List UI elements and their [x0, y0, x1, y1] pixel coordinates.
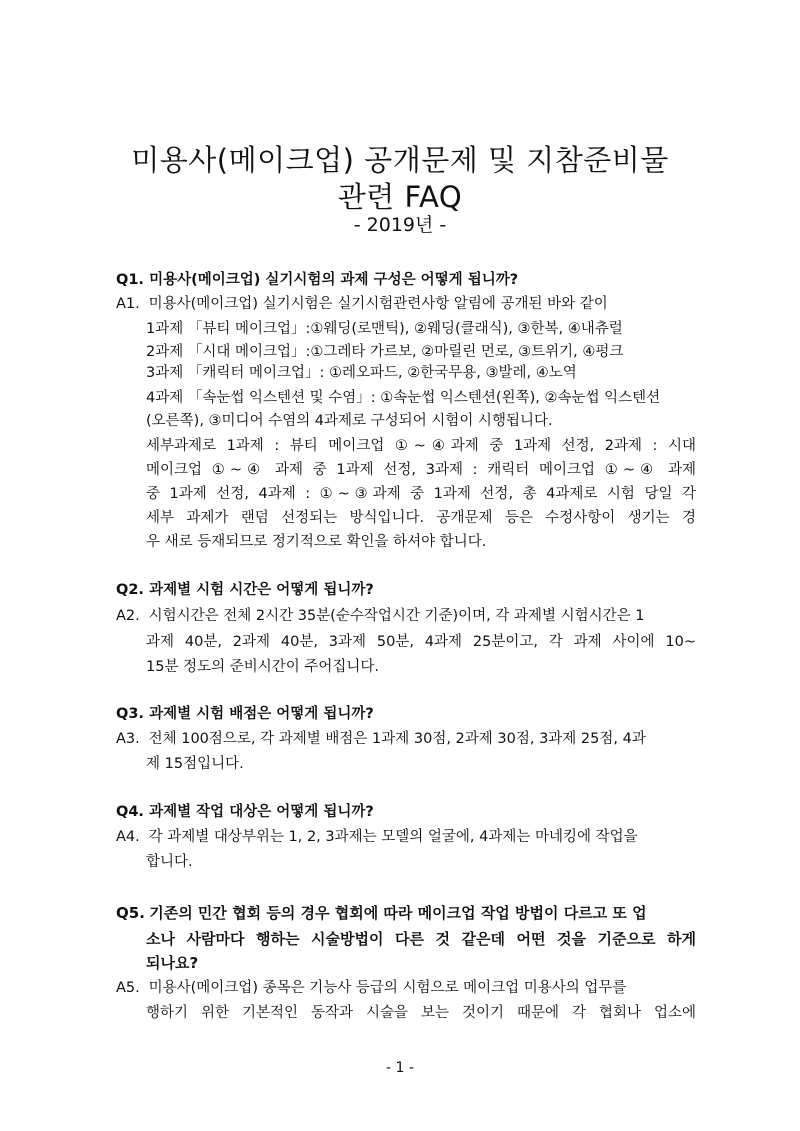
question-text: 과제별 시험 시간은 어떻게 됩니까?	[149, 582, 374, 598]
page-subtitle: - 2019년 -	[353, 214, 447, 236]
answer-text: 각 과제별 대상부위는 1, 2, 3과제는 모델의 얼굴에, 4과제는 마네킹에 작업을	[148, 829, 638, 845]
faq-answer-1-line: 우 새로 등재되므로 정기적으로 확인을 하셔야 합니다.	[146, 534, 487, 550]
question-label: Q4.	[116, 804, 144, 820]
faq-question-1	[116, 268, 696, 289]
page-title: 미용사(메이크업) 공개문제 및 지참준비물	[131, 143, 669, 177]
faq-answer-1-line: 메이크업 ①~④ 과제 중 1과제 선정, 3과제 : 캐릭터 메이크업 ①~④ 과제	[146, 462, 696, 478]
faq-answer-3-line: 제 15점입니다.	[146, 756, 244, 772]
answer-text: 미용사(메이크업) 실기시험은 실기시험관련사항 알림에 공개된 바와 같이	[148, 296, 608, 312]
faq-question-4	[116, 800, 696, 821]
faq-answer-1-line: 2과제 「시대 메이크업」:①그레타 가르보, ②마릴린 먼로, ③트위기, ④펑크	[146, 344, 624, 360]
faq-answer-4-line	[116, 825, 638, 846]
answer-label: A3.	[116, 731, 140, 747]
question-label: Q3.	[116, 706, 144, 722]
faq-answer-1-line: 중 1과제 선정, 4과제 : ①~③과제 중 1과제 선정, 총 4과제로 시험 당일 각	[146, 486, 696, 502]
answer-label: A2.	[116, 608, 140, 624]
answer-text: 시험시간은 전체 2시간 35분(순수작업시간 기준)이며, 각 과제별 시험시간은 1	[148, 608, 645, 624]
faq-answer-5-line	[116, 976, 626, 997]
faq-question-2	[116, 578, 696, 599]
page-title-line-2: 관련 FAQ	[337, 180, 463, 214]
faq-answer-1-line	[116, 292, 608, 313]
question-label: Q2.	[116, 582, 144, 598]
faq-answer-1-line: 3과제 「캐릭터 메이크업」: ①레오파드, ②한국무용, ③발레, ④노역	[146, 365, 577, 381]
answer-label: A4.	[116, 829, 140, 845]
answer-text: 전체 100점으로, 각 과제별 배점은 1과제 30점, 2과제 30점, 3과제 25점, 4과	[148, 731, 646, 747]
faq-answer-1-line: 1과제 「뷰티 메이크업」:①웨딩(로맨틱), ②웨딩(클래식), ③한복, ④내츄럴	[146, 321, 623, 337]
faq-question-5	[116, 902, 647, 923]
faq-answer-1-line: (오른쪽), ③미디어 수염의 4과제로 구성되어 시험이 시행됩니다.	[146, 413, 553, 429]
question-text: 과제별 시험 배점은 어떻게 됩니까?	[149, 706, 374, 722]
faq-answer-1-line: 세부과제로 1과제 : 뷰티 메이크업 ①~④과제 중 1과제 선정, 2과제 : 시대	[146, 438, 696, 454]
answer-label: A1.	[116, 296, 140, 312]
answer-text: 미용사(메이크업) 종목은 기능사 등급의 시험으로 메이크업 미용사의 업무를	[148, 980, 627, 996]
question-label: Q1.	[116, 272, 144, 288]
faq-question-5-line: 되나요?	[146, 954, 199, 972]
faq-answer-2-line: 15분 정도의 준비시간이 주어집니다.	[146, 659, 379, 675]
faq-answer-4-line: 합니다.	[146, 854, 193, 870]
faq-answer-3-line	[116, 727, 646, 748]
faq-answer-1-line: 4과제 「속눈썹 익스텐션 및 수염」: ①속눈썹 익스텐션(왼쪽), ②속눈썹 익스텐션	[146, 390, 661, 406]
faq-question-5-line: 소나 사람마다 행하는 시술방법이 다른 것 같은데 어떤 것을 기준으로 하게	[146, 930, 696, 948]
question-text: 기존의 민간 협회 등의 경우 협회에 따라 메이크업 작업 방법이 다르고 또 업	[149, 904, 647, 922]
question-label: Q5.	[116, 904, 145, 922]
faq-answer-2-line: 과제 40분, 2과제 40분, 3과제 50분, 4과제 25분이고, 각 과제 사이에 10~	[146, 634, 696, 650]
faq-answer-1-line: 세부 과제가 랜덤 선정되는 방식입니다. 공개문제 등은 수정사항이 생기는 경	[146, 510, 696, 526]
faq-question-3	[116, 702, 696, 723]
faq-answer-5-line: 행하기 위한 기본적인 동작과 시술을 보는 것이기 때문에 각 협회나 업소에	[146, 1005, 696, 1021]
faq-answer-2-line	[116, 604, 645, 625]
question-text: 과제별 작업 대상은 어떻게 됩니까?	[149, 804, 374, 820]
question-text: 미용사(메이크업) 실기시험의 과제 구성은 어떻게 됩니까?	[149, 272, 519, 288]
page-number: - 1 -	[386, 1060, 414, 1076]
answer-label: A5.	[116, 980, 140, 996]
